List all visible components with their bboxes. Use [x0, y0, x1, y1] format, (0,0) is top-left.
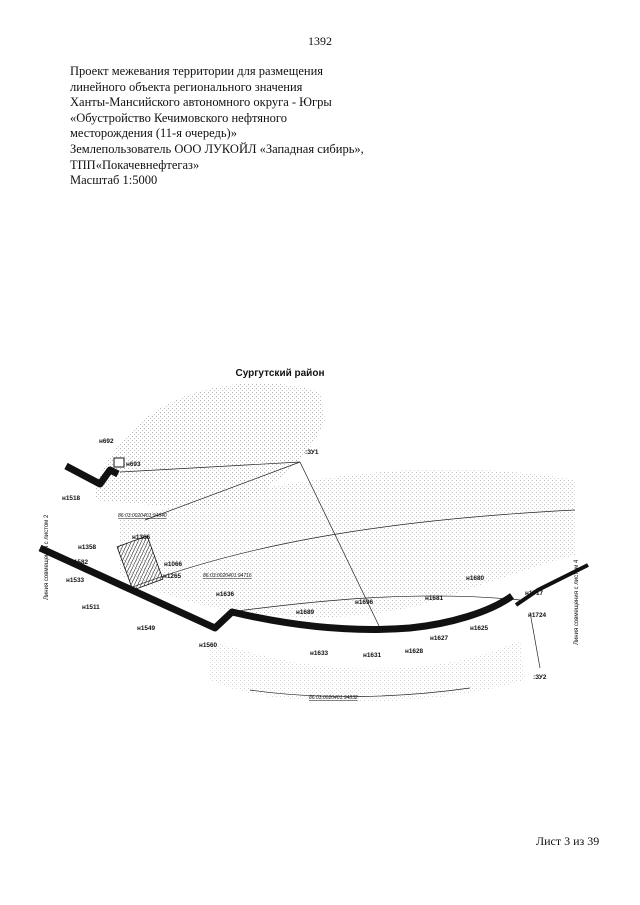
cadastral-number: 86:03:0020401:94832 [309, 695, 358, 701]
point-label: н1582 [70, 559, 89, 566]
point-label: н1633 [310, 650, 329, 657]
zone-label-zu2: :ЗУ2 [533, 674, 547, 681]
point-label: н1631 [363, 652, 382, 659]
point-label: н1696 [355, 599, 374, 606]
header-line: Землепользователь ООО ЛУКОЙЛ «Западная сибирь», [70, 141, 364, 156]
point-label: н1628 [405, 648, 424, 655]
point-label: н1265 [163, 573, 182, 580]
sheet-number: Лист 3 из 39 [536, 834, 600, 848]
point-label: н1680 [466, 575, 485, 582]
point-label: н1066 [164, 561, 183, 568]
point-label: н1724 [528, 612, 547, 619]
point-label: н1549 [137, 625, 156, 632]
header-line: линейного объекта регионального значения [70, 79, 303, 94]
header-line: Проект межевания территории для размещения [70, 64, 324, 78]
leader-line [530, 612, 540, 668]
district-title: Сургутский район [235, 368, 325, 379]
point-label: н1560 [199, 642, 218, 649]
point-label: н1625 [470, 625, 489, 632]
side-combine-right: Линия совмещения с листом 4 [574, 559, 580, 645]
cadastral-number: 86:03:0020401:94840 [118, 513, 167, 519]
point-label: н1518 [62, 495, 81, 502]
point-label: н1358 [78, 544, 97, 551]
header-line: Ханты-Мансийского автономного округа - Югры [70, 95, 332, 110]
point-label: н1681 [425, 595, 444, 602]
point-label: н693 [126, 461, 141, 468]
point-label: н1511 [82, 604, 100, 611]
point-label: н1627 [430, 635, 449, 642]
point-label: н1689 [296, 609, 315, 616]
point-label: н692 [99, 438, 114, 445]
zone-label-zu1: :ЗУ1 [305, 449, 319, 456]
scale-line: Масштаб 1:5000 [70, 173, 158, 188]
point-label: н1717 [525, 590, 544, 597]
header-line: ТПП«Покачевнефтегаз» [70, 157, 200, 172]
header-line: месторождения (11-я очередь)» [70, 126, 237, 141]
node-693 [114, 458, 124, 467]
point-label: н1636 [216, 591, 235, 598]
page-number: 1392 [308, 34, 332, 48]
header-line: «Обустройство Кечимовского нефтяного [70, 110, 287, 125]
point-label: н1366 [132, 534, 151, 541]
point-label: н1533 [66, 577, 85, 584]
cadastral-number: 86:03:0020401:94716 [203, 573, 252, 579]
terrain-lower [210, 640, 525, 702]
side-combine-left: Линия совмещения с листом 2 [44, 514, 50, 600]
